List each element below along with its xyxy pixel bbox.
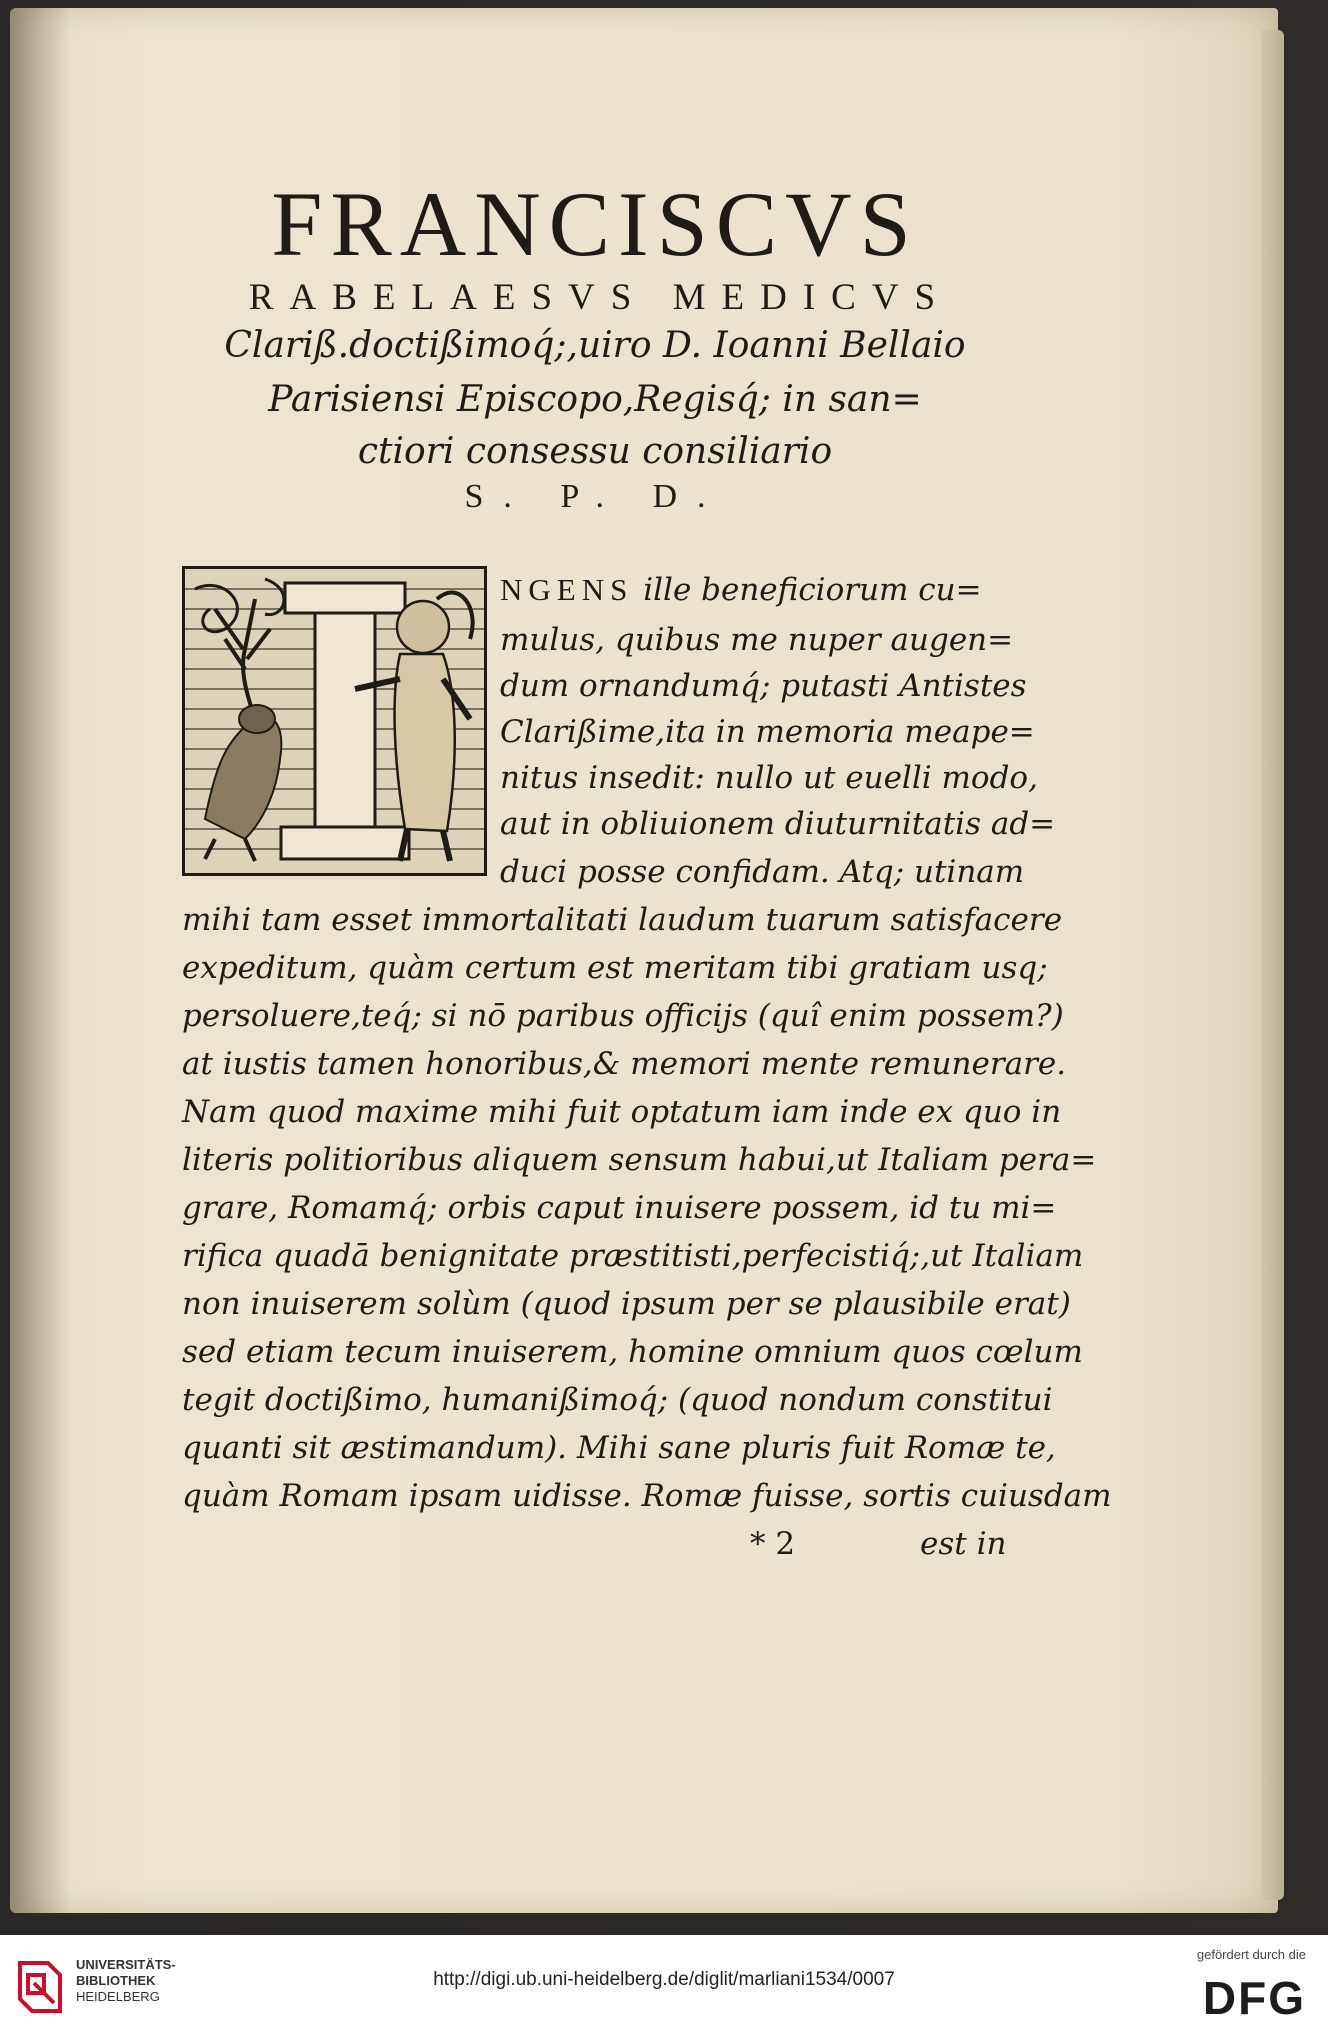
catchword: est in: [920, 1526, 1007, 1562]
title-name: FRANCISCVS: [271, 173, 919, 275]
body-line-12: Nam quod maxime mihi fuit optatum iam inde ex quo in: [182, 1094, 1062, 1130]
body-line-14: grare, Romamq́; orbis caput inuisere possem, id tu mi=: [182, 1190, 1057, 1226]
page-url-link[interactable]: http://digi.ub.uni-heidelberg.de/diglit/marliani1534/0007: [433, 1969, 895, 1990]
page-edge: [1262, 30, 1284, 1900]
body-line-1-text: ille beneficiorum cu=: [633, 572, 982, 608]
dedication-line-1: Clariß.doctißimoq́;,uiro D. Ioanni Bellaio: [224, 325, 966, 366]
dfg-logo[interactable]: DFG: [1202, 1972, 1306, 2024]
body-line-7: duci posse confidam. Atq; utinam: [500, 854, 1025, 890]
library-name-line-1: UNIVERSITÄTS-: [76, 1957, 176, 1972]
body-line-16: non inuiserem solùm (quod ipsum per se plausibile erat): [182, 1286, 1071, 1322]
page-gutter-shadow: [10, 8, 70, 1913]
library-name-line-2: BIBLIOTHEK: [76, 1973, 156, 1988]
body-line-5: nitus insedit: nullo ut euelli modo,: [500, 760, 1038, 796]
body-line-6: aut in obliuionem diuturnitatis ad=: [500, 806, 1056, 842]
body-line-1: [500, 570, 982, 610]
library-name-line-3: HEIDELBERG: [76, 1989, 160, 2004]
body-line-3: dum ornandumq́; putasti Antistes: [500, 668, 1027, 704]
woodcut-initial-illustration: [185, 569, 484, 873]
title-subtitle: RABELAESVS MEDICVS: [248, 277, 952, 318]
funded-by-label: gefördert durch die: [1196, 1947, 1306, 1962]
body-line-13: literis politioribus aliquem sensum habui,ut Italiam pera=: [182, 1142, 1097, 1178]
body-line-9: expeditum, quàm certum est meritam tibi gratiam usq;: [182, 950, 1048, 986]
body-line-10: persoluere,teq́; si nō paribus officijs (quî enim possem?): [182, 998, 1064, 1034]
footer-bar: [0, 1935, 1328, 2033]
salutation-closing: S. P. D.: [464, 478, 726, 515]
body-line-18: tegit doctißimo, humanißimoq́; (quod nondum constitui: [182, 1382, 1053, 1418]
body-line-8: mihi tam esset immortalitati laudum tuarum satisfacere: [182, 902, 1063, 938]
signature-mark: * 2: [750, 1526, 796, 1562]
decorated-initial: [182, 566, 487, 876]
body-line-15: rifica quadā benignitate præstitisti,perfecistiq́;,ut Italiam: [182, 1238, 1084, 1274]
body-line-4: Clarißime,ita in memoria meape=: [500, 714, 1035, 750]
body-line-19: quanti sit æstimandum). Mihi sane pluris fuit Romæ te,: [182, 1430, 1056, 1466]
dedication-line-2: Parisiensi Episcopo,Regisq́; in san=: [268, 379, 922, 420]
dedication-line-3: ctiori consessu consiliario: [357, 431, 833, 472]
incipit-capitals: NGENS: [500, 572, 634, 607]
body-line-20: quàm Romam ipsam uidisse. Romæ fuisse, sortis cuiusdam: [182, 1478, 1112, 1514]
body-line-17: sed etiam tecum inuiserem, homine omnium quos cœlum: [182, 1334, 1083, 1370]
body-line-2: mulus, quibus me nuper augen=: [500, 622, 1014, 658]
body-line-11: at iustis tamen honoribus,& memori mente remunerare.: [182, 1046, 1067, 1082]
